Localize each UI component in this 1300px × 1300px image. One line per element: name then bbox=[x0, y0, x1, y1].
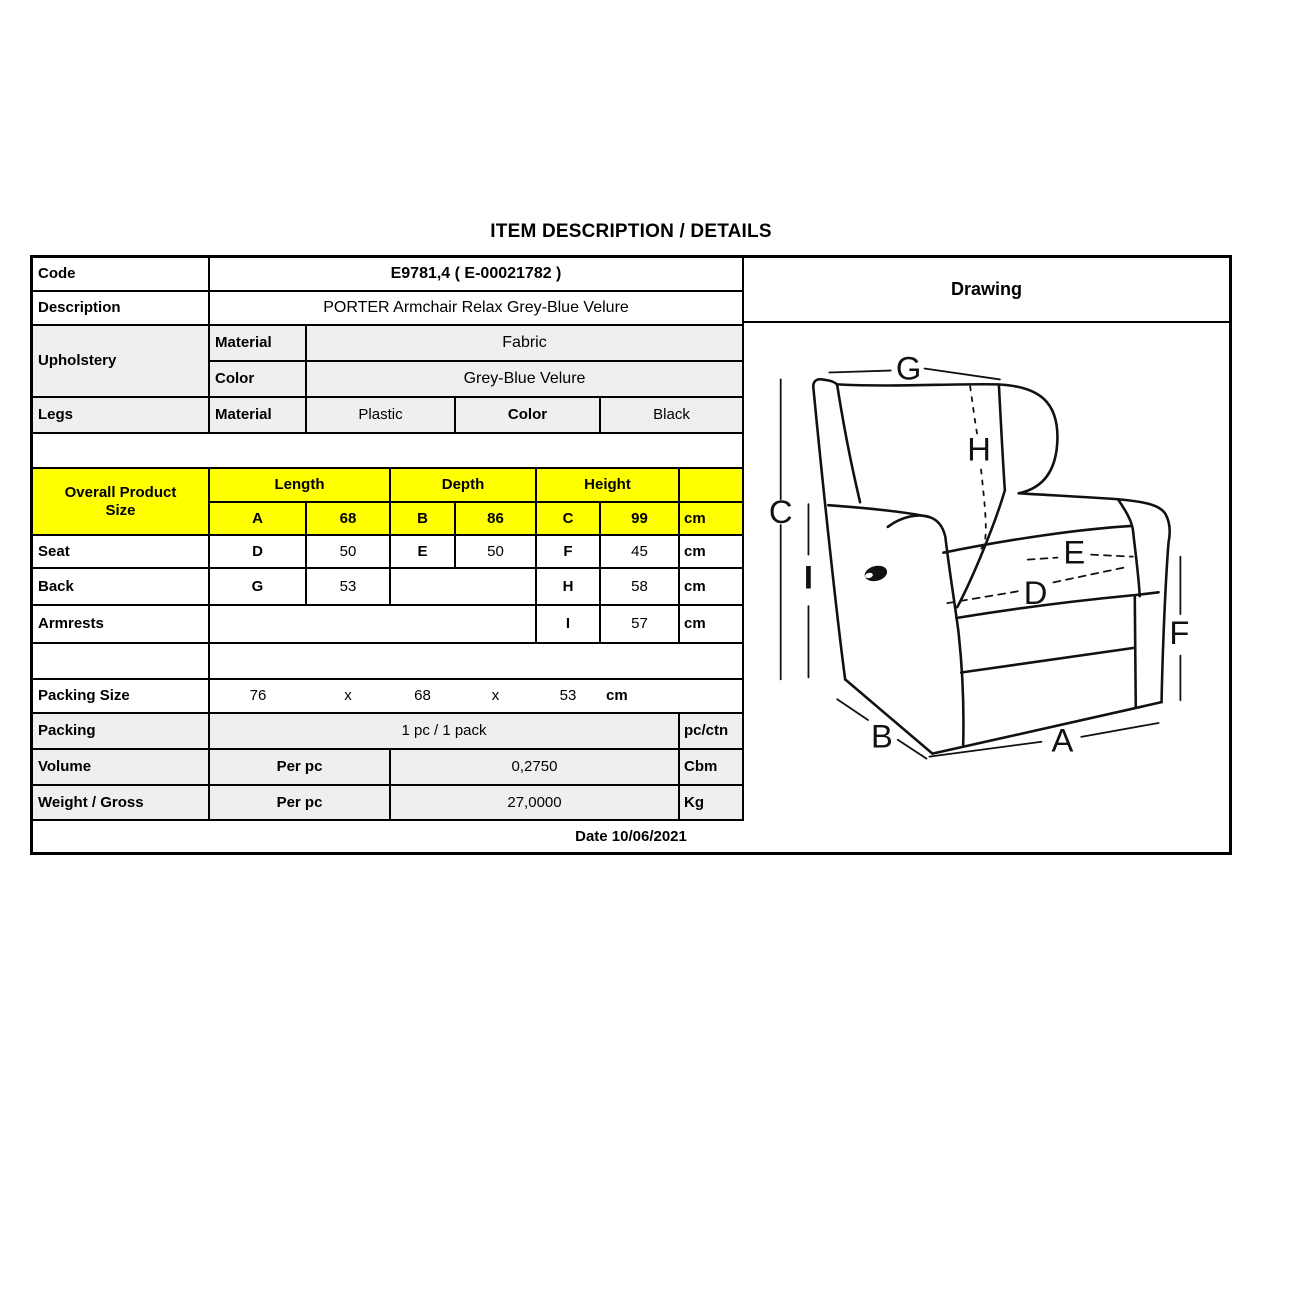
armrests-height-value: 57 bbox=[601, 606, 680, 644]
dimension-line-h bbox=[970, 386, 986, 552]
seat-length-key: D bbox=[210, 536, 307, 569]
dimension-label-i: I bbox=[803, 558, 814, 596]
back-height-key: H bbox=[537, 569, 601, 606]
overall-size-label: Overall Product Size bbox=[33, 469, 210, 536]
code-value: E9781,4 ( E-00021782 ) bbox=[210, 258, 744, 292]
drawing-panel bbox=[744, 258, 1229, 821]
spacer-row-left bbox=[33, 644, 210, 680]
seat-depth-key: E bbox=[391, 536, 456, 569]
spacer-row-right bbox=[210, 644, 744, 680]
packing-size-unit: cm bbox=[606, 687, 628, 705]
back-width-key: G bbox=[210, 569, 307, 606]
overall-depth-key: B bbox=[391, 503, 456, 536]
weight-unit: Kg bbox=[680, 786, 744, 821]
armrests-empty-cell bbox=[210, 606, 537, 644]
packing-size-v3: 53 bbox=[559, 687, 577, 705]
dimension-label-b: B bbox=[870, 717, 893, 755]
drawing-header: Drawing bbox=[744, 258, 1229, 323]
armrests-height-key: I bbox=[537, 606, 601, 644]
description-label: Description bbox=[33, 292, 210, 326]
dimension-label-a: A bbox=[1051, 721, 1074, 759]
overall-height-value: 99 bbox=[601, 503, 680, 536]
packing-size-v1: 76 bbox=[249, 687, 267, 705]
armchair-outline bbox=[813, 379, 1169, 753]
packing-size-label: Packing Size bbox=[33, 680, 210, 714]
weight-per-label: Per pc bbox=[210, 786, 391, 821]
legs-material-label: Material bbox=[210, 398, 307, 434]
dimension-label-h: H bbox=[967, 430, 991, 468]
packing-unit: pc/ctn bbox=[680, 714, 744, 750]
date-row: Date 10/06/2021 bbox=[33, 821, 1229, 852]
back-unit: cm bbox=[680, 569, 744, 606]
overall-unit: cm bbox=[680, 503, 744, 536]
dimension-label-g: G bbox=[895, 349, 922, 387]
packing-size-x2: x bbox=[491, 687, 500, 705]
armrests-label: Armrests bbox=[33, 606, 210, 644]
dimension-label-d: D bbox=[1023, 574, 1048, 612]
depth-header: Depth bbox=[391, 469, 537, 503]
seat-height-value: 45 bbox=[601, 536, 680, 569]
page-title: ITEM DESCRIPTION / DETAILS bbox=[490, 221, 772, 242]
overall-depth-value: 86 bbox=[456, 503, 537, 536]
volume-label: Volume bbox=[33, 750, 210, 786]
legs-color-value: Black bbox=[601, 398, 744, 434]
upholstery-material-value: Fabric bbox=[307, 326, 744, 362]
height-header: Height bbox=[537, 469, 680, 503]
back-height-value: 58 bbox=[601, 569, 680, 606]
upholstery-color-value: Grey-Blue Velure bbox=[307, 362, 744, 398]
seat-height-key: F bbox=[537, 536, 601, 569]
legs-label: Legs bbox=[33, 398, 210, 434]
dimension-label-e: E bbox=[1063, 533, 1086, 571]
size-header-unit-spacer bbox=[680, 469, 744, 503]
length-header: Length bbox=[210, 469, 391, 503]
dimension-lines bbox=[781, 369, 1181, 759]
spacer-row bbox=[33, 434, 744, 469]
packing-size-strip bbox=[210, 680, 742, 712]
volume-per-label: Per pc bbox=[210, 750, 391, 786]
back-label: Back bbox=[33, 569, 210, 606]
seat-length-value: 50 bbox=[307, 536, 391, 569]
packing-size-v2: 68 bbox=[414, 687, 431, 705]
dimension-label-f: F bbox=[1169, 613, 1190, 651]
back-width-value: 53 bbox=[307, 569, 391, 606]
upholstery-color-label: Color bbox=[210, 362, 307, 398]
dimension-label-c: C bbox=[768, 493, 793, 530]
volume-unit: Cbm bbox=[680, 750, 744, 786]
weight-value: 27,0000 bbox=[391, 786, 680, 821]
chair-side-button-icon bbox=[863, 564, 889, 584]
spec-table-left-section bbox=[33, 258, 744, 821]
spec-table bbox=[30, 255, 1232, 855]
armchair-dimension-diagram bbox=[744, 323, 1229, 819]
overall-height-key: C bbox=[537, 503, 601, 536]
seat-label: Seat bbox=[33, 536, 210, 569]
packing-label: Packing bbox=[33, 714, 210, 750]
upholstery-label: Upholstery bbox=[33, 326, 210, 398]
code-label: Code bbox=[33, 258, 210, 292]
seat-depth-value: 50 bbox=[456, 536, 537, 569]
packing-value: 1 pc / 1 pack bbox=[210, 714, 680, 750]
volume-value: 0,2750 bbox=[391, 750, 680, 786]
description-value: PORTER Armchair Relax Grey-Blue Velure bbox=[210, 292, 744, 326]
overall-length-value: 68 bbox=[307, 503, 391, 536]
legs-material-value: Plastic bbox=[307, 398, 456, 434]
packing-size-values bbox=[210, 680, 744, 714]
packing-size-x1: x bbox=[344, 687, 352, 705]
overall-length-key: A bbox=[210, 503, 307, 536]
weight-label: Weight / Gross bbox=[33, 786, 210, 821]
upholstery-material-label: Material bbox=[210, 326, 307, 362]
back-empty-cell bbox=[391, 569, 537, 606]
legs-color-label: Color bbox=[456, 398, 601, 434]
dimension-labels bbox=[769, 349, 1190, 758]
armrests-unit: cm bbox=[680, 606, 744, 644]
seat-unit: cm bbox=[680, 536, 744, 569]
